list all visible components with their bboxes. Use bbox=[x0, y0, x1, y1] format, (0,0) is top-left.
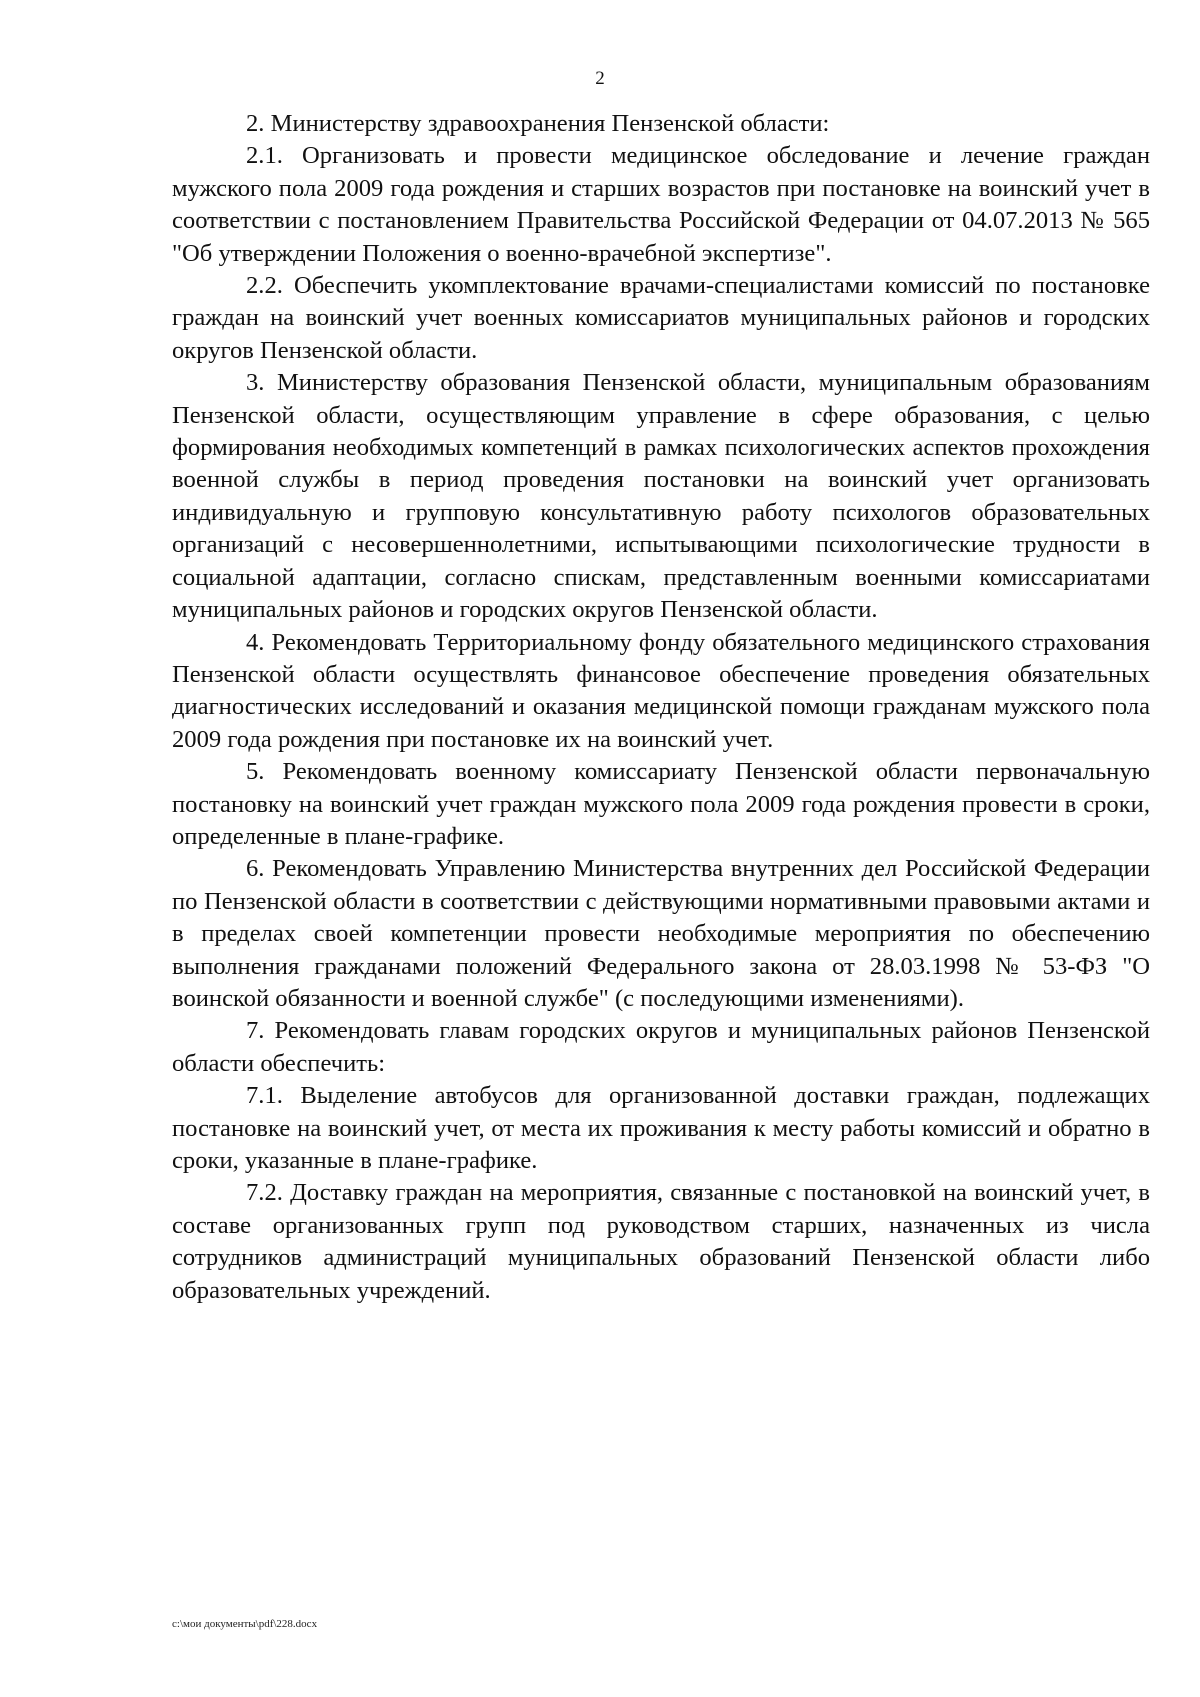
paragraph-7: 7. Рекомендовать главам городских округов и муниципальных районов Пензенской области обеспечить: bbox=[172, 1017, 1150, 1077]
paragraph-5: 5. Рекомендовать военному комиссариату Пензенской области первоначальную постановку на воинский учет граждан мужского пола 2009 года рождения провести в сроки, определенные в плане-графике. bbox=[172, 758, 1150, 850]
paragraph-6: 6. Рекомендовать Управлению Министерства внутренних дел Российской Федерации по Пензенской области в соответствии с действующими нормативными правовыми актами и в пределах своей компетенции провести необходимые мероприятия по обеспечению выполнения гражданами положений Федерального закона от 28.03.1998 № 53-ФЗ "О воинской обязанности и военной службе" (с последующими изменениями). bbox=[172, 855, 1150, 1012]
footer-file-path: c:\мои документы\pdf\228.docx bbox=[172, 1618, 318, 1630]
paragraph-7-1: 7.1. Выделение автобусов для организованной доставки граждан, подлежащих постановке на воинский учет, от места их проживания к месту работы комиссий и обратно в сроки, указанные в плане-графике. bbox=[172, 1082, 1150, 1174]
paragraph-7-2: 7.2. Доставку граждан на мероприятия, связанные с постановкой на воинский учет, в составе организованных групп под руководством старших, назначенных из числа сотрудников администраций муниципальных образований Пензенской области либо образовательных учреждений. bbox=[172, 1179, 1150, 1304]
paragraph-2-2: 2.2. Обеспечить укомплектование врачами-специалистами комиссий по постановке граждан на воинский учет военных комиссариатов муниципальных районов и городских округов Пензенской области. bbox=[172, 272, 1150, 364]
document-body bbox=[172, 108, 1150, 1307]
paragraph-3: 3. Министерству образования Пензенской области, муниципальным образованиям Пензенской области, осуществляющим управление в сфере образования, с целью формирования необходимых компетенций в рамках психологических аспектов прохождения военной службы в период проведения постановки на воинский учет организовать индивидуальную и групповую консультативную работу психологов образовательных организаций с несовершеннолетними, испытывающими психологические трудности в социальной адаптации, согласно спискам, представленным военными комиссариатами муниципальных районов и городских округов Пензенской области. bbox=[172, 369, 1150, 624]
paragraph-4: 4. Рекомендовать Территориальному фонду обязательного медицинского страхования Пензенской области осуществлять финансовое обеспечение проведения обязательных диагностических исследований и оказания медицинской помощи гражданам мужского пола 2009 года рождения при постановке их на воинский учет. bbox=[172, 628, 1150, 753]
page-number: 2 bbox=[595, 68, 605, 89]
paragraph-2: 2. Министерству здравоохранения Пензенской области: bbox=[246, 110, 830, 137]
paragraph-2-1: 2.1. Организовать и провести медицинское обследование и лечение граждан мужского пола 2009 года рождения и старших возрастов при постановке на воинский учет в соответствии с постановлением Правительства Российской Федерации от 04.07.2013 № 565 "Об утверждении Положения о военно-врачебной экспертизе". bbox=[172, 142, 1150, 267]
